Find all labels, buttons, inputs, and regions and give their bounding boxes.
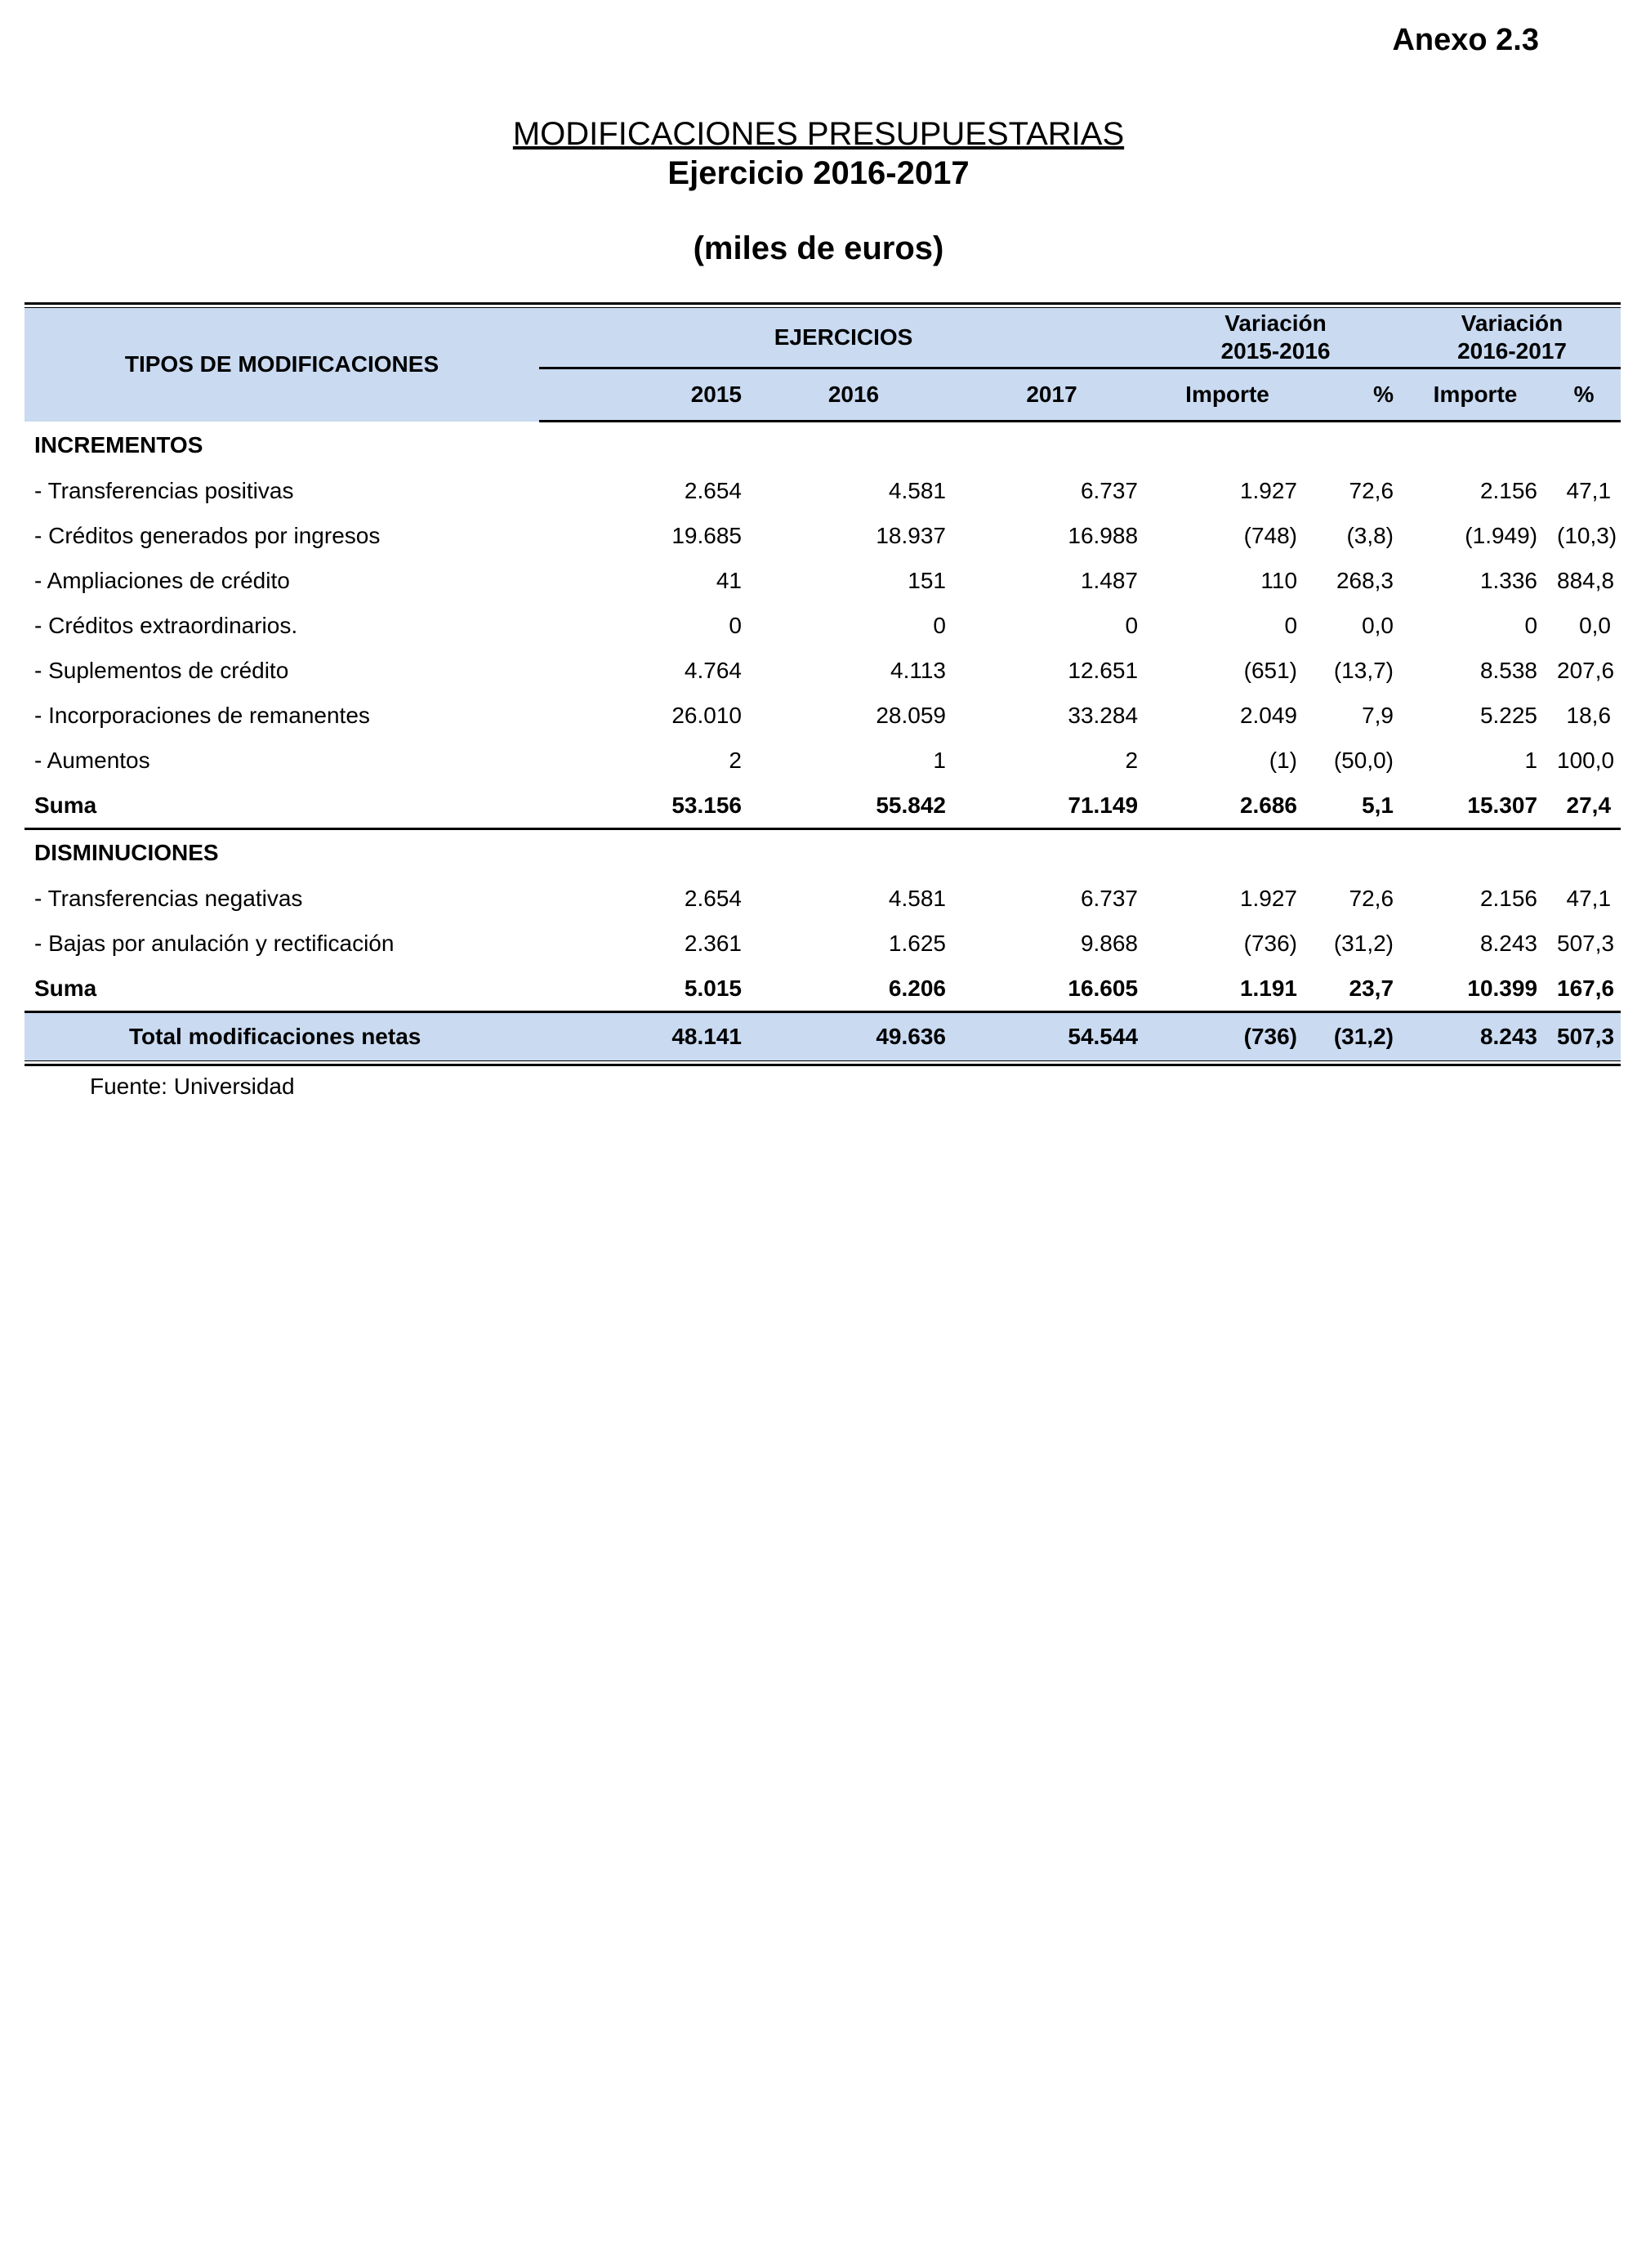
row-value: (50,0) <box>1333 747 1394 773</box>
table-row <box>25 648 1621 693</box>
section-disminuciones-heading: DISMINUCIONES <box>34 840 219 865</box>
table-row <box>25 558 1621 603</box>
row-value: 6.737 <box>1080 477 1139 503</box>
table-row <box>25 876 1621 921</box>
row-value: 1.191 <box>1148 966 1307 1012</box>
row-value: 5,1 <box>1307 783 1403 829</box>
row-value: 19.685 <box>671 522 742 548</box>
row-value: 18,6 <box>1566 702 1612 728</box>
row-value: 2 <box>1125 747 1139 773</box>
row-value: 0 <box>1284 612 1298 638</box>
row-value: 53.156 <box>539 783 752 829</box>
row-value: (748) <box>1243 522 1298 548</box>
document-subtitle: Ejercicio 2016-2017 <box>667 155 970 191</box>
row-value: 2.654 <box>684 885 742 911</box>
header-pct-2: % <box>1547 368 1621 422</box>
row-value: 1.927 <box>1239 477 1298 503</box>
row-value: 1 <box>933 747 946 773</box>
row-value: 12.651 <box>1068 657 1139 683</box>
table-row <box>25 921 1621 966</box>
header-var1-line1: Variación <box>1224 310 1327 336</box>
row-value: 72,6 <box>1349 477 1394 503</box>
row-value: 2.156 <box>1479 885 1538 911</box>
row-value: 110 <box>1260 567 1298 593</box>
row-value: 16.988 <box>1068 522 1139 548</box>
table-row <box>25 603 1621 648</box>
row-value: 2.156 <box>1479 477 1538 503</box>
row-value: 49.636 <box>752 1012 956 1061</box>
header-2017: 2017 <box>956 368 1148 422</box>
row-value: 28.059 <box>876 702 946 728</box>
row-value: 18.937 <box>876 522 946 548</box>
row-value: 48.141 <box>539 1012 752 1061</box>
row-value: 1.625 <box>888 930 946 956</box>
row-value: 23,7 <box>1307 966 1403 1012</box>
header-variacion-2016-2017 <box>1403 308 1621 368</box>
row-value: 47,1 <box>1566 885 1612 911</box>
row-value: 7,9 <box>1362 702 1394 728</box>
annex-label: Anexo 2.3 <box>1392 23 1539 57</box>
document-title: MODIFICACIONES PRESUPUESTARIAS <box>512 116 1125 152</box>
row-value: 0 <box>1125 612 1139 638</box>
row-label: - Transferencias positivas <box>34 477 294 503</box>
row-value: 27,4 <box>1547 783 1621 829</box>
section-row <box>25 829 1621 877</box>
row-value: 5.015 <box>539 966 752 1012</box>
row-value: 47,1 <box>1566 477 1612 503</box>
header-importe-1: Importe <box>1148 368 1307 422</box>
header-importe-2: Importe <box>1403 368 1547 422</box>
total-row <box>25 1012 1621 1061</box>
row-value: 0,0 <box>1579 612 1612 638</box>
row-value: 2 <box>729 747 742 773</box>
header-2015: 2015 <box>539 368 752 422</box>
row-value: 100,0 <box>1557 747 1615 773</box>
row-value: (651) <box>1243 657 1298 683</box>
row-value: 1.487 <box>1080 567 1139 593</box>
header-var1-line2: 2015-2016 <box>1220 338 1331 364</box>
row-label: - Bajas por anulación y rectificación <box>34 930 395 956</box>
table-row <box>25 468 1621 513</box>
row-value: 54.544 <box>956 1012 1148 1061</box>
row-value: 884,8 <box>1557 567 1615 593</box>
header-var2-line1: Variación <box>1461 310 1563 336</box>
row-value: 1.336 <box>1479 567 1538 593</box>
sum-row <box>25 783 1621 829</box>
row-value: 4.581 <box>888 885 946 911</box>
row-value: 16.605 <box>956 966 1148 1012</box>
row-value: 8.243 <box>1403 1012 1547 1061</box>
header-2016: 2016 <box>752 368 956 422</box>
row-label: - Suplementos de crédito <box>34 657 289 683</box>
row-value: 15.307 <box>1403 783 1547 829</box>
row-value: 0 <box>729 612 742 638</box>
row-label: - Ampliaciones de crédito <box>34 567 290 593</box>
row-value: 4.581 <box>888 477 946 503</box>
row-value: 9.868 <box>1080 930 1139 956</box>
row-value: 0 <box>1524 612 1538 638</box>
header-var2-line2: 2016-2017 <box>1457 338 1567 364</box>
row-label: - Aumentos <box>34 747 150 773</box>
row-value: (31,2) <box>1333 930 1394 956</box>
row-value: 8.538 <box>1479 657 1538 683</box>
row-value: 6.737 <box>1080 885 1139 911</box>
table-row <box>25 738 1621 783</box>
units-label: (miles de euros) <box>693 230 944 266</box>
row-value: (31,2) <box>1307 1012 1403 1061</box>
row-value: (736) <box>1148 1012 1307 1061</box>
row-value: 1 <box>1524 747 1538 773</box>
row-value: (736) <box>1243 930 1298 956</box>
header-pct-1: % <box>1307 368 1403 422</box>
document-header <box>0 114 1637 268</box>
row-label: - Créditos generados por ingresos <box>34 522 381 548</box>
row-label: Suma <box>25 783 539 829</box>
row-label: - Transferencias negativas <box>34 885 303 911</box>
row-label: - Incorporaciones de remanentes <box>34 702 370 728</box>
row-value: 2.361 <box>684 930 742 956</box>
row-value: 71.149 <box>956 783 1148 829</box>
table-row <box>25 513 1621 558</box>
row-value: 268,3 <box>1336 567 1394 593</box>
row-value: 72,6 <box>1349 885 1394 911</box>
row-label: Total modificaciones netas <box>25 1012 539 1061</box>
header-variacion-2015-2016 <box>1148 308 1403 368</box>
row-value: 151 <box>908 567 946 593</box>
row-value: 2.049 <box>1239 702 1298 728</box>
row-value: 1.927 <box>1239 885 1298 911</box>
row-value: 33.284 <box>1068 702 1139 728</box>
row-value: (3,8) <box>1346 522 1394 548</box>
row-value: 6.206 <box>752 966 956 1012</box>
source-note: Fuente: Universidad <box>90 1074 295 1099</box>
row-value: (10,3) <box>1557 522 1617 548</box>
row-value: 2.654 <box>684 477 742 503</box>
row-value: 41 <box>716 567 742 593</box>
table-top-rule <box>25 302 1621 308</box>
header-tipos: TIPOS DE MODIFICACIONES <box>25 308 539 422</box>
row-value: 26.010 <box>671 702 742 728</box>
row-value: 5.225 <box>1479 702 1538 728</box>
budget-modifications-table <box>25 302 1621 1066</box>
section-row <box>25 422 1621 469</box>
sum-row <box>25 966 1621 1012</box>
row-value: 2.686 <box>1148 783 1307 829</box>
row-value: (1.949) <box>1465 522 1538 548</box>
row-value: 207,6 <box>1557 657 1615 683</box>
row-value: 10.399 <box>1403 966 1547 1012</box>
row-value: 167,6 <box>1547 966 1621 1012</box>
row-value: 0 <box>933 612 946 638</box>
row-value: 55.842 <box>752 783 956 829</box>
row-value: 0,0 <box>1362 612 1394 638</box>
row-value: 507,3 <box>1557 930 1615 956</box>
row-label: - Créditos extraordinarios. <box>34 612 298 638</box>
row-value: 4.113 <box>890 657 946 683</box>
row-value: 8.243 <box>1479 930 1538 956</box>
row-value: 4.764 <box>684 657 742 683</box>
section-incrementos-heading: INCREMENTOS <box>34 432 203 458</box>
table-row <box>25 693 1621 738</box>
row-value: (1) <box>1269 747 1298 773</box>
header-ejercicios: EJERCICIOS <box>539 308 1148 368</box>
table-bottom-rule <box>25 1060 1621 1066</box>
row-value: 507,3 <box>1547 1012 1621 1061</box>
row-value: (13,7) <box>1333 657 1394 683</box>
row-label: Suma <box>25 966 539 1012</box>
